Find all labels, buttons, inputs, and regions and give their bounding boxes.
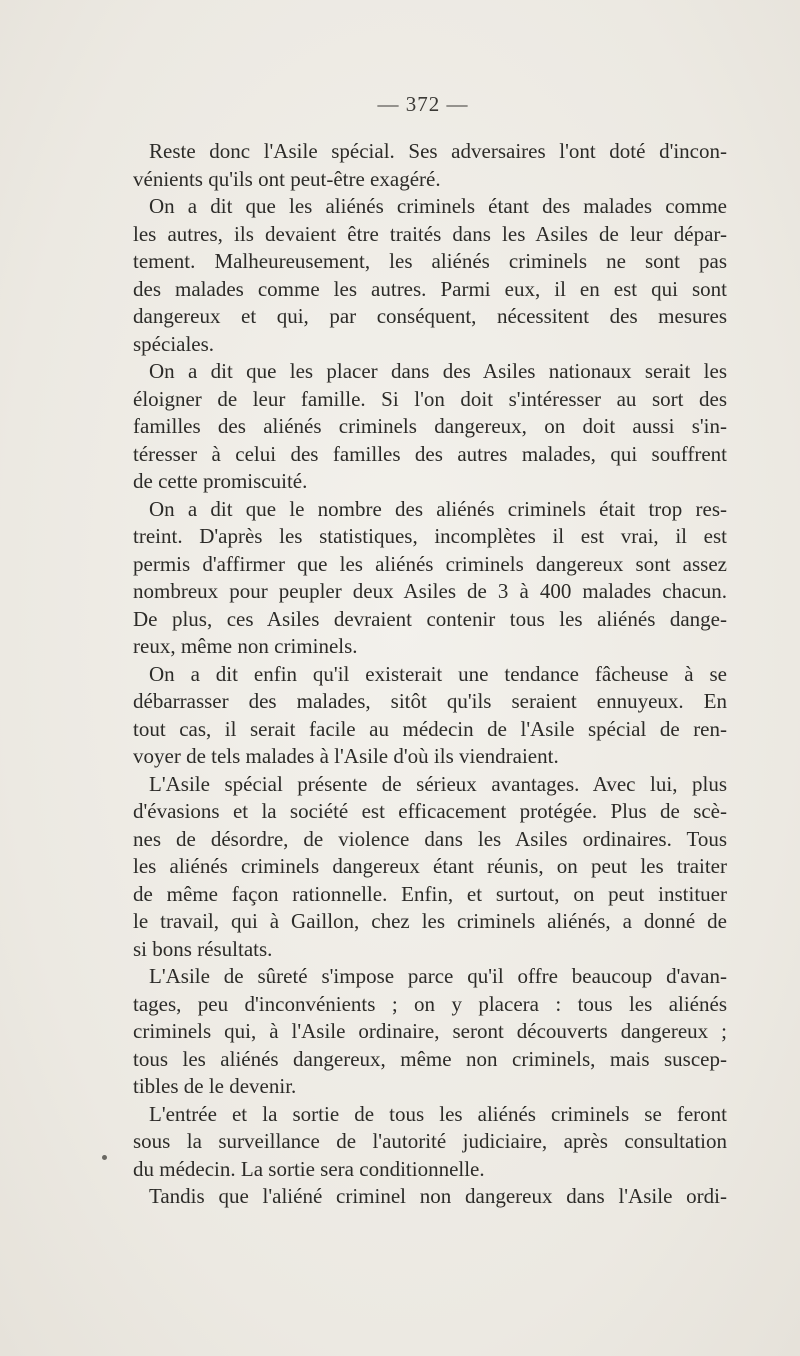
text-line: vénients qu'ils ont peut-être exagéré. bbox=[133, 166, 441, 191]
page-number: — 372 — bbox=[377, 92, 469, 116]
text-line: le travail, qui à Gaillon, chez les criminels aliénés, a donné de bbox=[133, 909, 727, 933]
text-line: les aliénés criminels dangereux étant réunis, on peut les traiter bbox=[133, 854, 727, 878]
text-line: voyer de tels malades à l'Asile d'où ils viendraient. bbox=[133, 744, 559, 768]
body-text bbox=[133, 138, 727, 1211]
text-line: tout cas, il serait facile au médecin de l'Asile spécial de ren- bbox=[133, 716, 727, 741]
text-line: tibles de le devenir. bbox=[133, 1074, 297, 1098]
text-line: spéciales. bbox=[133, 331, 215, 356]
text-line: tement. Malheureusement, les aliénés criminels ne sont pas bbox=[133, 249, 727, 273]
text-line: les autres, ils devaient être traités dans les Asiles de leur dépar- bbox=[133, 221, 727, 246]
text-line: tages, peu d'inconvénients ; on y placera : tous les aliénés bbox=[133, 991, 727, 1016]
text-line: téresser à celui des familles des autres malades, qui souffrent bbox=[133, 441, 727, 466]
text-line: L'Asile spécial présente de sérieux avantages. Avec lui, plus bbox=[149, 771, 727, 796]
text-line: éloigner de leur famille. Si l'on doit s'intéresser au sort des bbox=[133, 386, 727, 411]
text-line: tous les aliénés dangereux, même non criminels, mais suscep- bbox=[133, 1046, 727, 1071]
text-line: sous la surveillance de l'autorité judiciaire, après consultation bbox=[133, 1129, 727, 1153]
text-line: débarrasser des malades, sitôt qu'ils seraient ennuyeux. En bbox=[133, 689, 727, 713]
text-line: Tandis que l'aliéné criminel non dangereux dans l'Asile ordi- bbox=[149, 1184, 727, 1208]
text-line: d'évasions et la société est efficacement protégée. Plus de scè- bbox=[133, 799, 727, 823]
text-line: des malades comme les autres. Parmi eux, il en est qui sont bbox=[133, 276, 727, 301]
text-line: si bons résultats. bbox=[133, 936, 273, 961]
text-line: L'entrée et la sortie de tous les aliénés criminels se feront bbox=[149, 1101, 727, 1126]
text-line: De plus, ces Asiles devraient contenir tous les aliénés dange- bbox=[133, 606, 727, 631]
text-line: On a dit que les aliénés criminels étant des malades comme bbox=[149, 194, 727, 218]
text-line: de cette promiscuité. bbox=[133, 469, 308, 493]
text-line: L'Asile de sûreté s'impose parce qu'il offre beaucoup d'avan- bbox=[149, 964, 727, 988]
text-line: familles des aliénés criminels dangereux, on doit aussi s'in- bbox=[133, 414, 727, 438]
text-line: On a dit que le nombre des aliénés criminels était trop res- bbox=[149, 496, 727, 521]
text-line: treint. D'après les statistiques, incomplètes il est vrai, il est bbox=[133, 524, 727, 548]
text-line: nes de désordre, de violence dans les Asiles ordinaires. Tous bbox=[133, 826, 727, 851]
text-line: criminels qui, à l'Asile ordinaire, seront découverts dangereux ; bbox=[133, 1019, 727, 1043]
text-line: nombreux pour peupler deux Asiles de 3 à 400 malades chacun. bbox=[133, 579, 727, 603]
text-line: permis d'affirmer que les aliénés criminels dangereux sont assez bbox=[133, 551, 727, 576]
ink-speck bbox=[102, 1155, 107, 1160]
text-line: dangereux et qui, par conséquent, nécessitent des mesures bbox=[133, 304, 727, 328]
text-line: de même façon rationnelle. Enfin, et surtout, on peut instituer bbox=[133, 881, 727, 906]
text-line: du médecin. La sortie sera conditionnelle. bbox=[133, 1156, 485, 1181]
text-line: reux, même non criminels. bbox=[133, 634, 358, 658]
text-line: Reste donc l'Asile spécial. Ses adversaires l'ont doté d'incon- bbox=[149, 139, 727, 163]
text-line: On a dit enfin qu'il existerait une tendance fâcheuse à se bbox=[149, 661, 727, 686]
text-line: On a dit que les placer dans des Asiles nationaux serait les bbox=[149, 359, 727, 383]
